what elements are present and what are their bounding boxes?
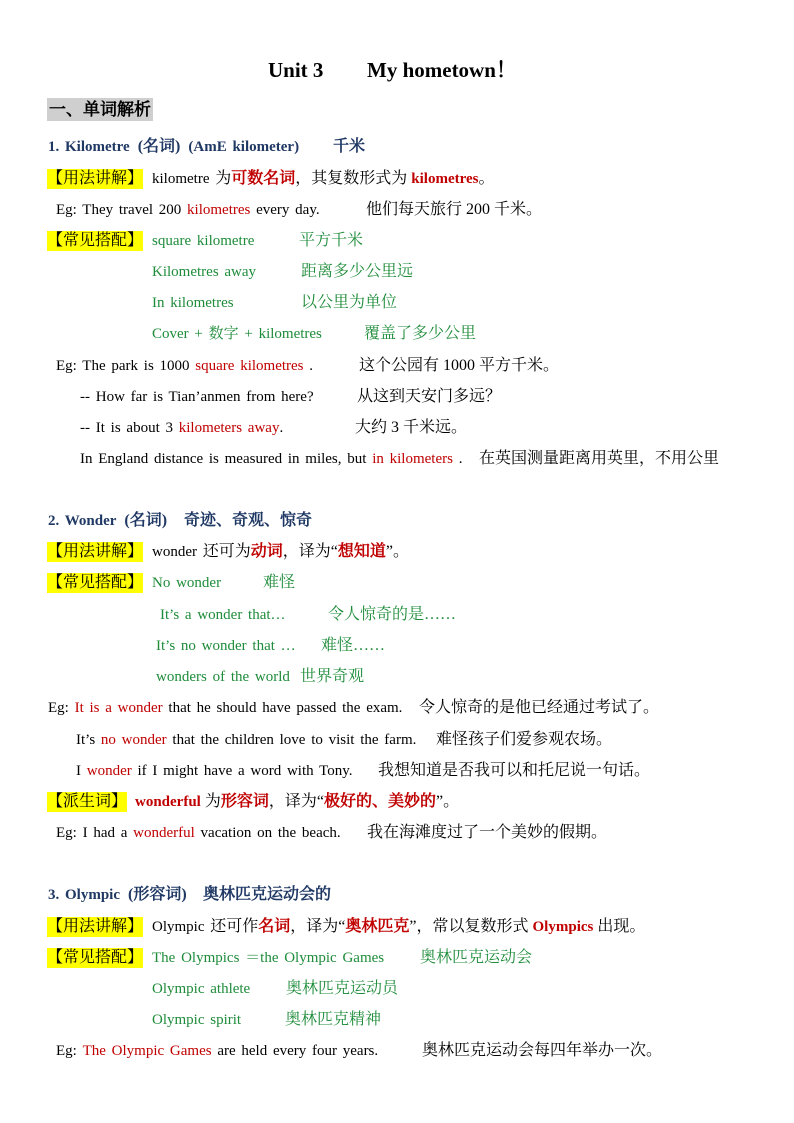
- collocation-translation: 平方千米: [299, 232, 364, 249]
- collocation-phrase: Olympic athlete: [152, 981, 251, 997]
- example-text: Eg: The park is 1000: [56, 358, 196, 374]
- usage-keyword: Olympics: [532, 919, 594, 935]
- example-text: .: [303, 358, 314, 374]
- example-keyword: wonderful: [133, 825, 195, 841]
- entry-3-word: 3. Olympic: [48, 887, 120, 903]
- entry-1-example-2: [80, 387, 314, 407]
- entry-2-example-1: [48, 698, 402, 718]
- example-translation: 令人惊奇的是他已经通过考试了。: [419, 699, 660, 716]
- example-text: It’s: [76, 732, 101, 748]
- example-text: Eg:: [56, 1043, 83, 1059]
- entry-1-example-translation: 他们每天旅行 200 千米。: [366, 201, 543, 218]
- example-keyword: kilometers away: [178, 420, 280, 436]
- example-keyword: square kilometres: [195, 358, 304, 374]
- entry-1-part-of-speech: (名词): [137, 138, 181, 155]
- usage-keyword: 想知道: [337, 543, 386, 560]
- entry-1-example-1: [56, 356, 313, 376]
- entry-1-example-sentence: [56, 200, 320, 220]
- derivative-word: wonderful: [135, 794, 201, 810]
- example-text: if I might have a word with Tony.: [131, 763, 353, 779]
- derivative-text: ”。: [436, 793, 460, 810]
- collocation-phrase: No wonder: [152, 575, 222, 591]
- entry-1-american-spelling: (AmE kilometer): [188, 139, 300, 155]
- collocation-translation: 奥林匹克运动会: [420, 949, 533, 966]
- collocation-phrase: Olympic spirit: [152, 1012, 242, 1028]
- collocation-phrase: In kilometres: [152, 295, 234, 311]
- derivative-text: ，译为“: [268, 793, 324, 810]
- example-keyword: in kilometers: [372, 451, 453, 467]
- example-text: In England distance is measured in miles, but: [80, 451, 373, 467]
- example-text: every day.: [250, 202, 320, 218]
- usage-text: 还可作: [210, 918, 259, 935]
- example-keyword: The Olympic Games: [82, 1043, 212, 1059]
- usage-keyword: 名词: [258, 918, 291, 935]
- entry-2-collocation-label: 【常见搭配】: [47, 574, 144, 591]
- example-text: Eg: I had a: [56, 825, 134, 841]
- entry-1-collocation-label: 【常见搭配】: [47, 232, 144, 249]
- entry-2-word: 2. Wonder: [48, 513, 117, 529]
- usage-keyword: kilometres: [411, 171, 479, 187]
- usage-text: 。: [478, 170, 495, 187]
- collocation-phrase: Cover + 数字 + kilometres: [152, 326, 322, 342]
- entry-1-usage-label: 【用法讲解】: [47, 170, 144, 187]
- usage-text: wonder: [152, 544, 203, 560]
- collocation-translation: 覆盖了多少公里: [364, 325, 477, 342]
- usage-text: 还可为: [202, 543, 251, 560]
- entry-3-usage: [152, 917, 645, 937]
- entry-2-derivative-label: 【派生词】: [47, 793, 128, 810]
- entry-3-meaning: 奥林匹克运动会的: [203, 886, 332, 903]
- collocation-phrase: It’s a wonder that…: [160, 607, 286, 623]
- example-text: .: [452, 451, 463, 467]
- collocation-phrase: square kilometre: [152, 233, 255, 249]
- example-text: that he should have passed the exam.: [162, 700, 403, 716]
- example-translation: 在英国测量距离用英里，不用公里: [479, 450, 720, 467]
- example-keyword: kilometres: [187, 202, 251, 218]
- example-text: -- It is about 3: [80, 420, 179, 436]
- entry-1-heading: [48, 137, 299, 157]
- usage-text: 为: [215, 170, 232, 187]
- usage-text: Olympic: [152, 919, 211, 935]
- entry-2-heading: [48, 511, 167, 531]
- collocation-translation: 世界奇观: [300, 668, 365, 685]
- entry-3-part-of-speech: (形容词): [128, 886, 187, 903]
- example-text: -- How far is Tian’anmen from here?: [80, 389, 314, 405]
- example-keyword: no wonder: [100, 732, 167, 748]
- example-text: I: [76, 763, 87, 779]
- collocation-translation: 令人惊奇的是……: [328, 606, 457, 623]
- usage-text: kilometre: [152, 171, 216, 187]
- collocation-phrase: Kilometres away: [152, 264, 257, 280]
- entry-1-example-3: [80, 418, 283, 438]
- example-translation: 大约 3 千米远。: [355, 419, 468, 436]
- collocation-phrase: wonders of the world: [156, 669, 290, 685]
- entry-2-derivative: [135, 792, 459, 812]
- entry-2-usage-label: 【用法讲解】: [47, 543, 144, 560]
- entry-3-collocation-label: 【常见搭配】: [47, 949, 144, 966]
- usage-text: ，译为“: [282, 543, 338, 560]
- example-keyword: It is a wonder: [74, 700, 163, 716]
- entry-1-word: 1. Kilometre: [48, 139, 130, 155]
- derivative-keyword: 极好的、美妙的: [323, 793, 436, 810]
- usage-text: ”，常以复数形式: [409, 918, 533, 935]
- collocation-translation: 难怪……: [321, 637, 386, 654]
- usage-text: ，译为“: [290, 918, 346, 935]
- entry-2-usage: [152, 542, 409, 562]
- collocation-phrase: It’s no wonder that …: [156, 638, 296, 654]
- usage-keyword: 可数名词: [231, 170, 296, 187]
- entry-2-derivative-example: [56, 823, 341, 843]
- collocation-phrase: The Olympics ＝the Olympic Games: [152, 950, 385, 966]
- example-text: that the children love to visit the farm.: [166, 732, 417, 748]
- entry-1-usage: [152, 169, 495, 189]
- entry-2-meaning: 奇迹、奇观、惊奇: [184, 512, 313, 529]
- entry-3-usage-label: 【用法讲解】: [47, 918, 144, 935]
- example-text: Eg: They travel 200: [56, 202, 188, 218]
- example-translation: 难怪孩子们爱参观农场。: [436, 731, 613, 748]
- usage-keyword: 奥林匹克: [345, 918, 410, 935]
- collocation-translation: 难怪: [263, 574, 296, 591]
- example-text: .: [279, 420, 284, 436]
- section-heading: 一、单词解析: [49, 100, 151, 119]
- entry-2-part-of-speech: (名词): [124, 512, 168, 529]
- entry-2-example-3: [76, 761, 353, 781]
- example-keyword: wonder: [86, 763, 132, 779]
- collocation-translation: 奥林匹克精神: [285, 1011, 382, 1028]
- example-translation: 从这到天安门多远？: [357, 388, 502, 405]
- example-translation: 这个公园有 1000 平方千米。: [359, 357, 560, 374]
- example-translation: 我想知道是否我可以和托尼说一句话。: [378, 762, 651, 779]
- collocation-translation: 距离多少公里远: [301, 263, 414, 280]
- derivative-text: 为: [200, 793, 221, 810]
- collocation-translation: 以公里为单位: [301, 294, 398, 311]
- derivative-keyword: 形容词: [220, 793, 269, 810]
- entry-1-example-4: [80, 449, 462, 469]
- entry-3-heading: [48, 885, 187, 905]
- example-text: are held every four years.: [211, 1043, 379, 1059]
- usage-text: ，其复数形式为: [295, 170, 412, 187]
- title-unit: Unit 3: [268, 58, 324, 82]
- example-text: vacation on the beach.: [194, 825, 341, 841]
- collocation-translation: 奥林匹克运动员: [286, 980, 399, 997]
- usage-keyword: 动词: [250, 543, 283, 560]
- example-text: Eg:: [48, 700, 75, 716]
- entry-3-example: [56, 1041, 378, 1061]
- title-name: My hometown！: [367, 58, 517, 82]
- usage-text: 出现。: [593, 918, 646, 935]
- example-translation: 我在海滩度过了一个美妙的假期。: [367, 824, 608, 841]
- entry-2-example-2: [76, 730, 416, 750]
- usage-text: ”。: [385, 543, 410, 560]
- entry-1-meaning: 千米: [333, 138, 366, 155]
- example-translation: 奥林匹克运动会每四年举办一次。: [422, 1042, 663, 1059]
